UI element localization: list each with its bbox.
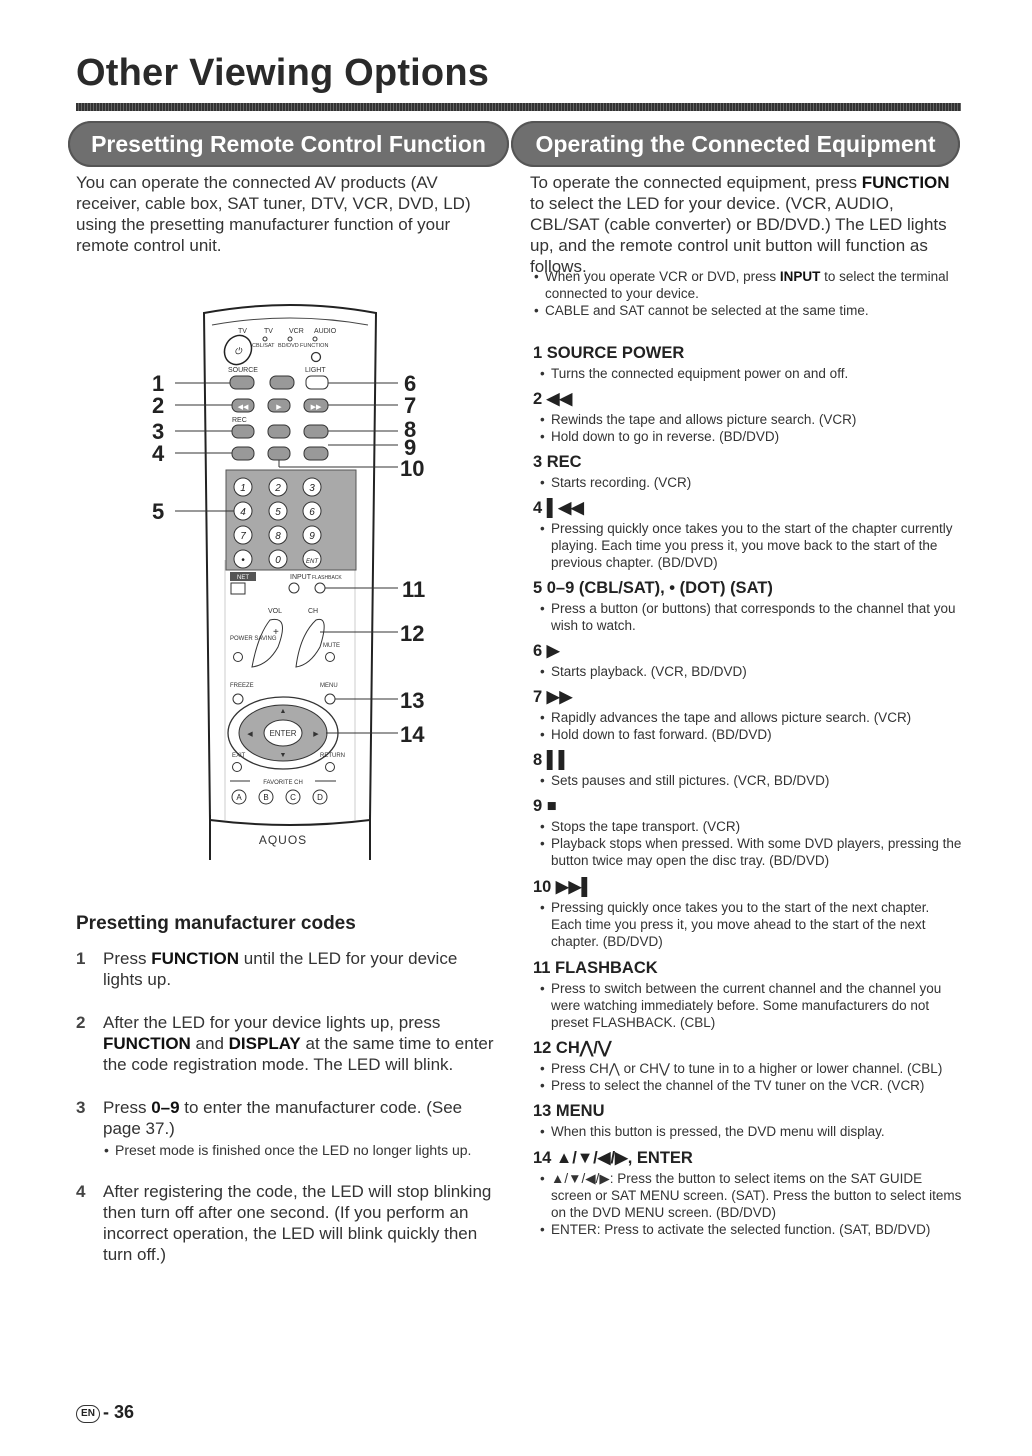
svg-text:VCR: VCR: [289, 328, 304, 335]
svg-text:CH: CH: [308, 608, 319, 615]
callout-5: 5: [152, 499, 165, 524]
svg-text:EXIT: EXIT: [232, 753, 246, 759]
step-4: 4 After registering the code, the LED will stop blinking then turn off after one second. (If you perform an incorrect operation, the LED will blink quickly then turn off.): [76, 1182, 492, 1264]
svg-text:ENTER: ENTER: [269, 729, 297, 738]
svg-text:1: 1: [240, 483, 246, 494]
svg-text:◀: ◀: [247, 731, 253, 738]
function-item-note: • Press to switch between the current channel and the channel you were watching immediately before. Some manufacturers do not preset FLASHBACK. (CBL): [539, 980, 963, 1031]
svg-text:FLASHBACK: FLASHBACK: [312, 575, 342, 581]
function-item-note: • Hold down to go in reverse. (BD/DVD): [539, 428, 963, 445]
function-item: [533, 877, 963, 950]
function-item-note: • Pressing quickly once takes you to the start of the chapter currently playing. Each time you press it, you move back to the start of the previous chapter. (BD/DVD): [539, 520, 963, 571]
svg-text:AQUOS: AQUOS: [258, 833, 308, 847]
callout-1: 1: [152, 371, 165, 396]
svg-text:▶▶: ▶▶: [310, 404, 322, 411]
function-item-heading: 12 CH⋀/⋁: [533, 1039, 612, 1057]
callout-13: 13: [400, 688, 425, 713]
svg-text:SOURCE: SOURCE: [228, 367, 258, 374]
function-item-heading: 1 SOURCE POWER: [533, 344, 685, 362]
svg-text:8: 8: [275, 531, 281, 542]
svg-text:3: 3: [309, 483, 315, 494]
function-item: [533, 578, 963, 634]
svg-text:FUNCTION: FUNCTION: [300, 343, 329, 349]
callout-9: 9: [404, 435, 417, 460]
callout-2: 2: [152, 393, 165, 418]
function-item-heading: 4 ▌◀◀: [533, 499, 584, 517]
svg-text:▼: ▼: [279, 752, 287, 759]
svg-text:FREEZE: FREEZE: [230, 683, 254, 689]
svg-text:A: A: [236, 793, 242, 802]
function-item-note: • Playback stops when pressed. With some DVD players, pressing the button twice may open the disc tray. (BD/DVD): [539, 835, 963, 869]
function-item: [533, 687, 963, 743]
function-item: [533, 1148, 963, 1238]
callout-4: 4: [152, 441, 165, 466]
function-item: [533, 452, 963, 491]
function-item-note: • Hold down to fast forward. (BD/DVD): [539, 726, 963, 743]
svg-text:REC: REC: [232, 417, 247, 424]
svg-text:C: C: [290, 793, 296, 802]
language-badge: EN: [76, 1405, 100, 1423]
svg-text:7: 7: [240, 531, 246, 542]
function-item: [533, 343, 963, 382]
presetting-codes-heading: Presetting manufacturer codes: [76, 913, 356, 934]
function-item-note: • Starts playback. (VCR, BD/DVD): [539, 663, 963, 680]
function-item-heading: 13 MENU: [533, 1102, 605, 1120]
function-item: [533, 958, 963, 1031]
callout-11: 11: [402, 577, 426, 602]
svg-text:NET: NET: [237, 575, 249, 581]
note-input: • When you operate VCR or DVD, press INPUT to select the terminal connected to your device.: [533, 268, 963, 302]
function-item-heading: 5 0–9 (CBL/SAT), • (DOT) (SAT): [533, 579, 773, 597]
svg-text:▶: ▶: [313, 731, 319, 738]
svg-text:RETURN: RETURN: [320, 753, 345, 759]
function-item: [533, 796, 963, 869]
function-item-heading: 11 FLASHBACK: [533, 959, 658, 977]
svg-text:MUTE: MUTE: [323, 643, 340, 649]
svg-text:CBL/SAT: CBL/SAT: [252, 343, 275, 349]
callout-7: 7: [404, 393, 417, 418]
svg-text:POWER SAVING: POWER SAVING: [230, 636, 277, 642]
callout-10: 10: [400, 456, 425, 481]
function-item-note: • Rewinds the tape and allows picture search. (VCR): [539, 411, 963, 428]
svg-text:VOL: VOL: [268, 608, 283, 615]
svg-text:5: 5: [275, 507, 281, 518]
button-function-list: [533, 343, 963, 1238]
svg-text:FAVORITE CH: FAVORITE CH: [263, 780, 303, 786]
function-item-note: • Turns the connected equipment power on and off.: [539, 365, 963, 382]
function-item: [533, 750, 963, 789]
function-item-heading: 14 ▲/▼/◀/▶, ENTER: [533, 1149, 693, 1167]
svg-text:ENT: ENT: [306, 559, 318, 565]
remote-drawing: [140, 295, 440, 865]
title-rule: [76, 103, 961, 111]
svg-text:▶: ▶: [276, 404, 282, 411]
function-item-heading: 10 ▶▶▌: [533, 878, 594, 896]
function-item-heading: 7 ▶▶: [533, 688, 573, 706]
function-item-note: • Stops the tape transport. (VCR): [539, 818, 963, 835]
svg-text:•: •: [241, 555, 245, 566]
function-item-heading: 2 ◀◀: [533, 390, 573, 408]
function-item-note: • Press a button (or buttons) that corresponds to the channel that you wish to watch.: [539, 600, 963, 634]
function-item-note: • Press CH⋀ or CH⋁ to tune in to a higher or lower channel. (CBL): [539, 1060, 963, 1077]
svg-text:AUDIO: AUDIO: [314, 328, 337, 335]
svg-text:B: B: [263, 793, 269, 802]
function-item: [533, 389, 963, 445]
svg-text:⏻: ⏻: [234, 346, 242, 356]
callout-6: 6: [404, 371, 417, 396]
function-item-heading: 3 REC: [533, 453, 582, 471]
function-item-note: • ▲/▼/◀/▶: Press the button to select items on the SAT GUIDE screen or SAT MENU screen. (SAT). Press the button to select items on the DVD MENU screen. (BD/DVD): [539, 1170, 963, 1221]
function-item-note: • ENTER: Press to activate the selected function. (SAT, BD/DVD): [539, 1221, 963, 1238]
operating-intro: To operate the connected equipment, press FUNCTION to select the LED for your device. (VCR, AUDIO, CBL/SAT (cable converter) or BD/DVD.) The LED lights up, and the remote control unit button will function as follows.: [530, 173, 950, 276]
svg-text:+: +: [273, 627, 279, 638]
step-3-note: • Preset mode is finished once the LED no longer lights up.: [103, 1142, 496, 1159]
callout-8: 8: [404, 417, 417, 442]
function-item-note: • Sets pauses and still pictures. (VCR, BD/DVD): [539, 772, 963, 789]
callout-12: 12: [400, 621, 425, 646]
svg-text:LIGHT: LIGHT: [305, 367, 326, 374]
presetting-intro: You can operate the connected AV products (AV receiver, cable box, SAT tuner, DTV, VCR, DVD, LD) using the presetting manufacturer function of your remote control unit.: [76, 173, 471, 255]
function-item-heading: 9 ■: [533, 797, 557, 815]
svg-text:BD/DVD: BD/DVD: [278, 343, 299, 349]
svg-text:◀◀: ◀◀: [237, 404, 249, 411]
function-item-note: • Rapidly advances the tape and allows picture search. (VCR): [539, 709, 963, 726]
function-item-note: • Starts recording. (VCR): [539, 474, 963, 491]
svg-text:9: 9: [309, 531, 315, 542]
callout-3: 3: [152, 419, 165, 444]
function-item-heading: 6 ▶: [533, 642, 560, 660]
callout-14: 14: [400, 722, 425, 747]
function-item-note: • Pressing quickly once takes you to the start of the next chapter. Each time you press it, you move ahead to the start of the next chapter. (BD/DVD): [539, 899, 963, 950]
function-item: [533, 498, 963, 571]
svg-text:▲: ▲: [279, 708, 287, 715]
svg-text:2: 2: [275, 483, 281, 494]
note-cable-sat: • CABLE and SAT cannot be selected at the same time.: [533, 302, 963, 319]
svg-text:TV: TV: [238, 328, 247, 335]
svg-text:6: 6: [309, 507, 315, 518]
svg-text:MENU: MENU: [320, 683, 338, 689]
page-title: Other Viewing Options: [76, 52, 490, 94]
function-item-heading: 8 ▌▌: [533, 751, 571, 769]
operating-intro-notes: [533, 268, 963, 319]
function-item-note: • When this button is pressed, the DVD menu will display.: [539, 1123, 963, 1140]
remote-control-illustration: [140, 295, 440, 865]
step-3: 3 Press 0–9 to enter the manufacturer code. (See page 37.) • Preset mode is finished once the LED no longer lights up.: [76, 1097, 496, 1159]
svg-text:INPUT: INPUT: [290, 574, 311, 581]
step-1: 1 Press FUNCTION until the LED for your device lights up.: [76, 949, 458, 989]
section-heading-presetting: Presetting Remote Control Function: [68, 121, 509, 167]
page-number: EN - 36: [76, 1402, 134, 1423]
svg-text:0: 0: [275, 555, 281, 566]
presetting-steps: [76, 948, 496, 1287]
function-item: [533, 641, 963, 680]
step-2: 2 After the LED for your device lights up, press FUNCTION and DISPLAY at the same time to enter the code registration mode. The LED will blink.: [76, 1013, 494, 1074]
svg-text:4: 4: [240, 507, 246, 518]
section-heading-operating: Operating the Connected Equipment: [511, 121, 960, 167]
function-item: [533, 1101, 963, 1140]
function-item: [533, 1038, 963, 1094]
function-item-note: • Press to select the channel of the TV tuner on the VCR. (VCR): [539, 1077, 963, 1094]
svg-text:TV: TV: [264, 328, 273, 335]
svg-text:D: D: [317, 793, 323, 802]
